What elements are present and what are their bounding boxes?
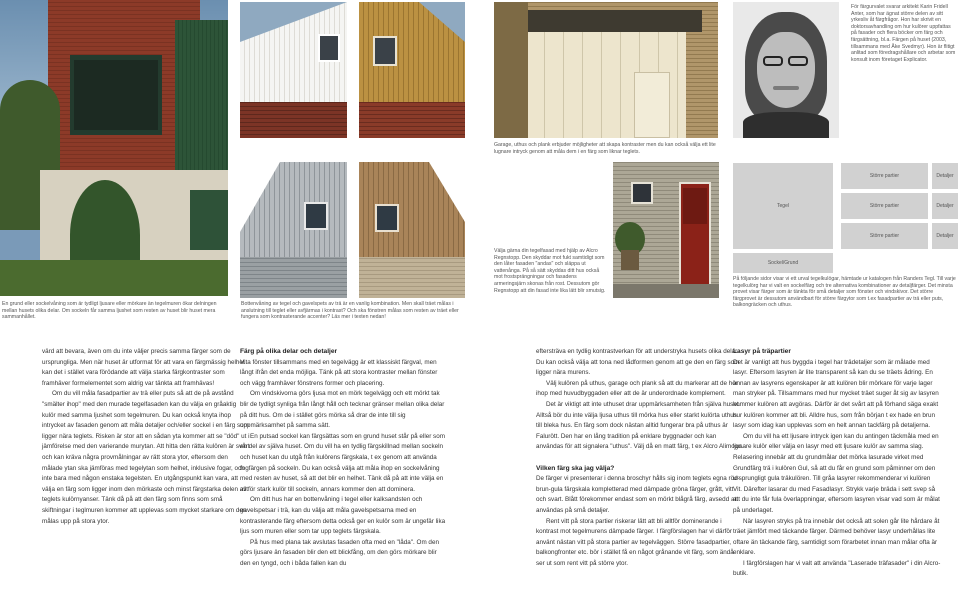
paragraph: Rent vitt på stora partier riskerar lätt att bli alltför dominerande i kontrast mot tegelmurens dämpade färger. I färgförslagen har vi därför använt nästan vitt på stora partier av tegelväggen. Större fasadpartier, balkongfronter etc. bör i stället få en något grånande vit färg, som ändå ser ut som rent vitt på större ytor. xyxy=(536,517,734,567)
house-photo-white-gable xyxy=(240,2,347,138)
swatch-large-parts-1 xyxy=(841,163,928,189)
swatch-details-label-1: Detaljer xyxy=(936,173,954,179)
portrait-photo xyxy=(733,2,839,138)
swatch-large-parts-label-2: Större partier xyxy=(869,203,900,209)
article-column-3 xyxy=(536,347,744,569)
paragraph: De färger vi presenterar i denna broschyr hålls sig inom teglets egna röd-brun-gula färgskala kompletterad med dämpade gröna färger, grått, vitt och svart. Blått förekommer endast som en mörkt blågrå färg, avsedd att användas på små detaljer. xyxy=(536,475,740,514)
swatch-details-label-3: Detaljer xyxy=(936,233,954,239)
swatch-large-parts-label-3: Större partier xyxy=(869,233,900,239)
paragraph: Om ditt hus har en bottenvåning i tegel eller kalksandsten och gavelspetsar i trä, kan du välja att måla gavelspetsarna med en kontrasterande färg eftersom detta också ger en kulör som är ungefär lika ljus som muren eller som tar upp teglets färgskala. xyxy=(240,496,446,536)
paragraph: eftersträva en tydlig kontrastverkan för att understryka husets olika delar. Du kan också välja att tona ned lådformen genom att ge den en färg som ligger nära murens. xyxy=(536,348,740,377)
house-photo-gray-wood xyxy=(240,162,347,298)
paragraph: Det är viktigt att inte uthuset drar uppmärksamheten från själva huset. Alltså bör du inte välja ljusa uthus till mörka hus eller starkt kulörta uthus till bleka hus. En färg som dock nästan alltid fungerar bra på uthus är Falurött. Den har en lång tradition på enklare byggnader och kan användas för att signalera "uthus". Välj då en matt färg, t ex Alcro Alimoge. xyxy=(536,400,744,451)
section-heading: Färg på olika delar och detaljer xyxy=(240,348,338,355)
article-column-4 xyxy=(733,347,941,580)
caption-portrait: För färgurvalet svarar arkitekt Karin Fridell Anter, som har ägnat större delen av sitt yrkesliv åt färgfrågor. Hon har skrivit en doktorsavhandling om hur kulörer uppfattas på fasader och flera böcker om färg och färgsättning, bl.a. Färgen på huset (2003, tillsammans med Åke Svedmyr). Hon är flitigt anlitad som föredragshållare och arbetar som konsult inom företaget Explicator. xyxy=(851,4,956,63)
caption-photo4: Välja gärna din tegelfasad med hjälp av Alcro Regnstopp. Den skyddar mot fukt samtidigt som den låter fasaden "andas" och släppa ut vattenånga. På så sätt skyddas ditt hus också mot frostsprängningar och fasadens armeringsjärn skonas från rost. Dessutom gör Regnstopp att din fasad inte lika lätt blir smutsig. xyxy=(494,248,606,294)
house-photo-brick-green xyxy=(0,0,228,296)
swatch-brick xyxy=(733,163,833,249)
paragraph: värd att bevara, även om du inte väljer precis samma färger som de ursprungliga. Men när huset är utformat för att vara en färgmässig helhet kan det i stället vara förödande att välja starka färgkontraster som framhäver formelementet som aldrig var tänkta att framhävas! xyxy=(42,348,245,387)
paragraph: Vita fönster tillsammans med en tegelvägg är ett klassiskt färgval, men långt ifrån det enda möjliga. Tänk på att stora kontraster mellan fönster och vägg framhäver fönstrens former och placering. xyxy=(240,358,438,387)
swatch-brick-label: Tegel xyxy=(777,203,789,209)
house-photo-red-door xyxy=(613,162,719,298)
swatch-plinth-label: Sockel/Grund xyxy=(767,260,799,266)
article-column-2 xyxy=(240,347,448,569)
section-heading: Lasyr på träpartier xyxy=(733,348,791,355)
paragraph: Om du vill måla fasadpartier av trä eller puts så att de på avstånd "smälter ihop" med den murade tegelfasaden kan du välja en gråaktig kulör med samma ljushet som tegelmuren. Du kan också knyta ihop intrycket av fasaden genom att måla detaljer och/eller sockel i en färg som ligger nära teglets. Risken är stor att en sådan yta kommer att se "död" ut i jämförelse med den varierande murytan. Att hitta den rätta kulören är svårt och kan kräva några provmålningar av rätt stora ytor, eftersom den målade ytan ska jämföras med tegelytan som helhet, inklusive fogar, och inte bara med någon enstaka tegelsten. En utgångspunkt kan vara, att välja en färg som ligger inom den mörkaste och minst färgstarka delen av teglets kulörnyanser. Tänk då på att den färg som finns som små skiftningar i teglmuren kommer att upplevas som mycket starkare om den målas upp på stora ytor. xyxy=(42,390,250,525)
swatch-details-3 xyxy=(932,223,958,249)
paragraph: I färgförslagen har vi valt att använda "Laserade träfasader" i din Alcro-butik. xyxy=(733,559,941,578)
caption-photo3: Garage, uthus och plank erbjuder möjligheter att skapa kontraster men du kan också välja ett lite lugnare intryck genom att måla dem i en färg som liknar teglets. xyxy=(494,142,716,155)
paragraph: Om vindskivorna görs ljusa mot en mörk tegelvägg och ett mörkt tak blir de tydligt synliga från långt håll och tecknar gränser mellan olika delar på ditt hus. Om de i stället görs mörka så drar de inte till sig uppmärksamhet på samma sätt. xyxy=(240,390,445,430)
swatch-details-2 xyxy=(932,193,958,219)
paragraph: På hus med plana tak avslutas fasaden ofta med en "låda". Om den görs ljusare än fasaden blir den ett blickfång, om den görs mörkare blir den en tyngd, och i båda fallen kan du xyxy=(240,538,439,567)
swatch-large-parts-2 xyxy=(841,193,928,219)
paragraph: Välj kulören på uthus, garage och plank så att du markerar att de hör ihop med huvudbyggaden eller att de är underordnade komplement. xyxy=(536,379,738,398)
swatch-details-label-2: Detaljer xyxy=(936,203,954,209)
swatch-plinth xyxy=(733,253,833,273)
house-photo-yellow-gable xyxy=(359,2,465,138)
swatch-details-1 xyxy=(932,163,958,189)
paragraph: Om du vill ha ett ljusare intryck igen kan du antingen täckmåla med en ljusare kulör eller välja en lasyr med ett ljusare kulör av samma slag. Relasering innebär att du grundmålar det mörka lasurade virket med Grundfärg trä i kulören Gul, så att du får en grund som påminner om den ursprungligt gula träkulören. Till gråa lasyrer rekommenderar vi kulören Vit. Därefter lasarar du med Fasadlasyr. Strykk varje bräda i sett svep så att du inte får fula överlappningar, eftersom lasyren visar vad som är målat på underlaget. xyxy=(733,432,940,514)
caption-photo2: Bottenvåning av tegel och gavelspets av trä är en vanlig kombination. Men skall träet målas i anslutning till teglet eller avfjärmas i kontrast? Och ska fönstren målas som resten av träet eller fungera som kontrasterande accenter? Läs mer i texten nedan! xyxy=(241,301,459,321)
swatch-large-parts-label-1: Större partier xyxy=(869,173,900,179)
garage-photo xyxy=(494,2,718,138)
house-photo-tan-wood xyxy=(359,162,465,298)
caption-swatch: På följande sidor visar vi ett urval tegelkulögar, hämtade ur katalogen från Randers Tegl. Till varje tegelkulörg har vi valt en sockelfärg och tre alternativa kombinationer av detaljfärger. Det minsta provet visar färger som är tänkta för små detaljer som fönster och vindskivor. Det större färgprovet är dessutom användbart för större färgytor som t.ex fasadpartier av trä eller puts, balkongräcken och uthus. xyxy=(733,276,956,309)
paragraph: En putsad sockel kan färgsättas som en grund huset står på eller som en del av själva huset. Om du vill ha en tydlig färgskillnad mellan sockeln och huset kan du utgå från kulörens färgskala, t ex genom att använda fogfärgen på sockeln. Du kan också välja att måla ihop en sockelvåning med resten av huset, så att det blir en helhet. Tänk då på att inte välja en alltför stark kulör till sockeln, annars kommer den att dominera. xyxy=(240,432,445,493)
section-heading: Vilken färg ska jag välja? xyxy=(536,464,615,472)
paragraph: När lasyren stryks på tra innebär det också att solen går lite hårdare åt träet jämfört med täckande färger. Därmed behöver lasyr underhållas lite oftare än täckande färg, samtidigt som förarbetet innan man målar ofta är enklare. xyxy=(733,517,940,557)
article-column-1 xyxy=(42,347,250,527)
caption-photo1: En grund eller sockelvåning som är tydligt ljusare eller mörkare än tegelmuren ökar delningen mellan husets olika delar. Om sockeln får samma ljushet som resten av huset blir huset mera sammanhållet. xyxy=(2,301,217,321)
swatch-large-parts-3 xyxy=(841,223,928,249)
paragraph: Det är vanligt att hus byggda i tegel har trädetaljer som är målade med lasyr. Eftersom lasyren är lite transparent så kan du se träets ådring. En annan av lasyrens egenskaper är att kulören blir mörkare för varje lager man stryker på. Tillsammans med hur mycket träet suger åt sig av lasyren kommer kulören att avgöras. Därför är det svårt att på förhand säga exakt hur kulören kommer att bli. Alldre hus, som från början t ex hade en brun lasyr som idag kan upplevas som en helt annan tackfärg på detaljerna. xyxy=(733,358,939,430)
